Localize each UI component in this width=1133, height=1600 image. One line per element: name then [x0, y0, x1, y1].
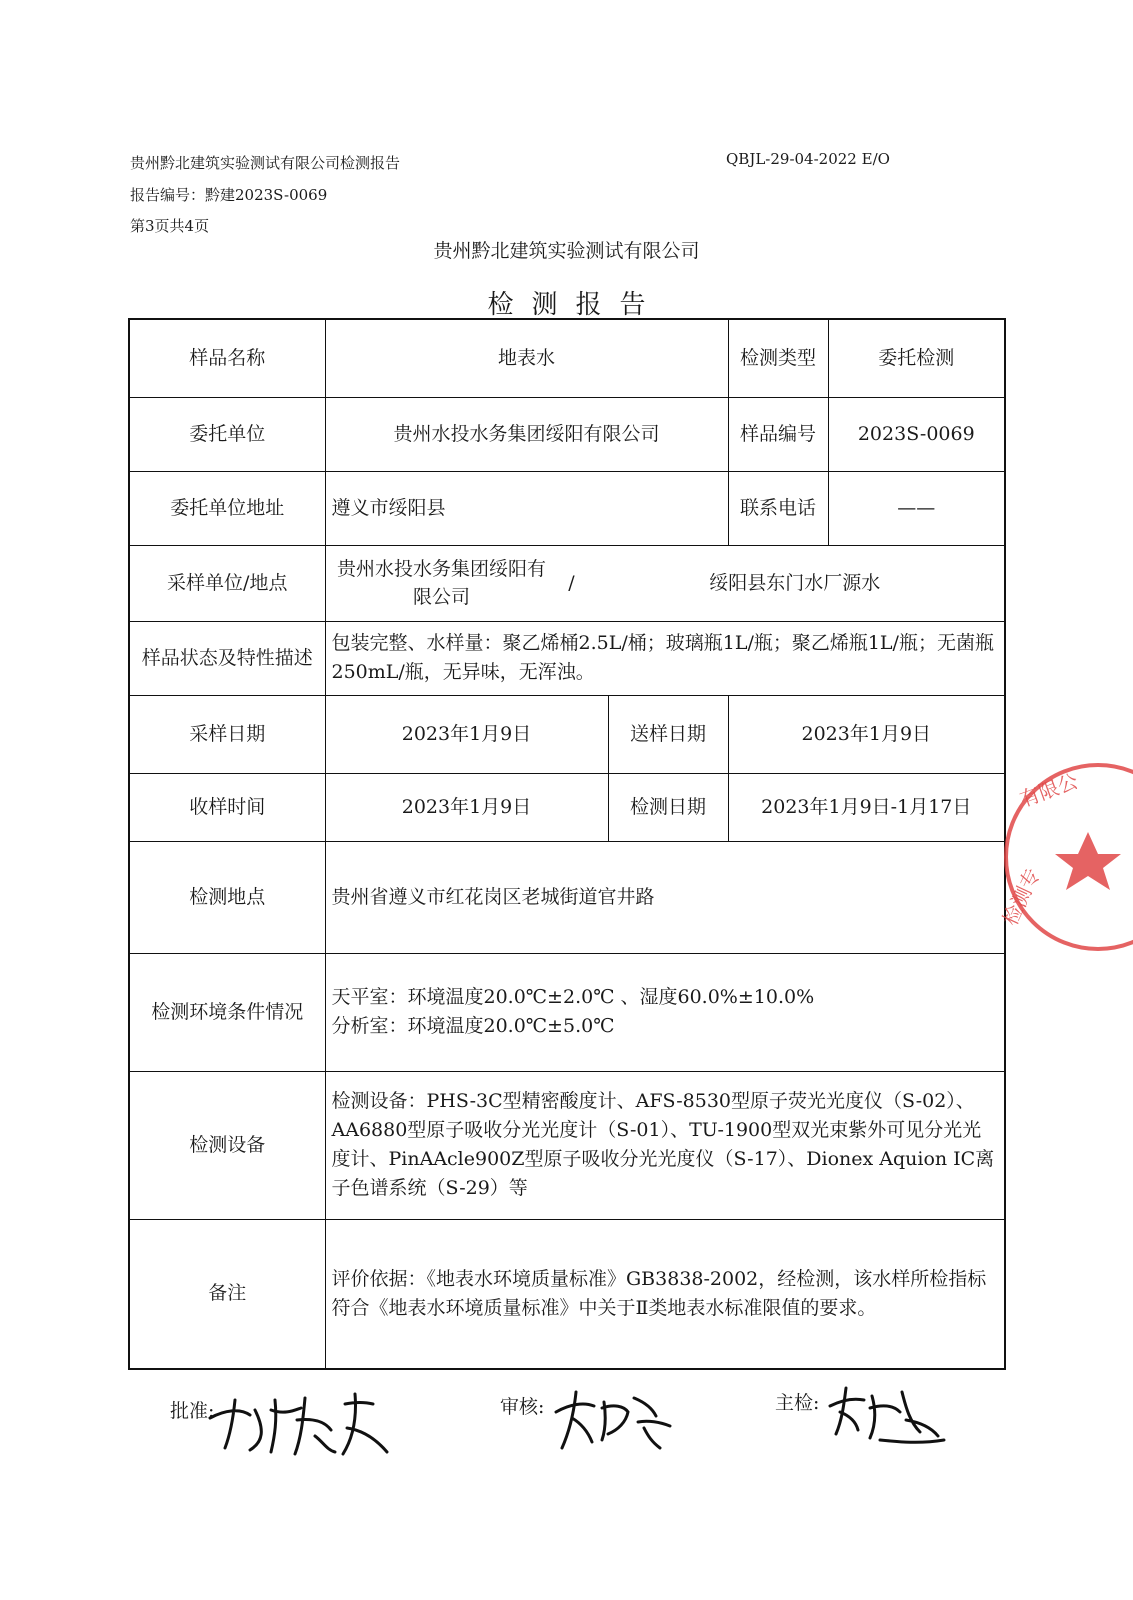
test-type-label: 检测类型	[728, 319, 828, 397]
equipment-value: 检测设备：PHS-3C型精密酸度计、AFS-8530型原子荧光光度仪（S-02）、AA6880型原子吸收分光光度计（S-01）、TU-1900型双光束紫外可见分光光度计、PinAAcle900Z型原子吸收分光光度仪（S-17）、Dionex Aquion IC离子色谱系统（S-29）等	[325, 1071, 1005, 1219]
approve-signature	[205, 1380, 395, 1460]
client-value: 贵州水投水务集团绥阳有限公司	[325, 397, 728, 471]
remarks-label: 备注	[129, 1219, 325, 1369]
review-signature	[548, 1382, 678, 1457]
header-report-number: 报告编号：黔建2023S-0069	[130, 186, 328, 204]
receipt-time-value: 2023年1月9日	[325, 773, 608, 841]
sample-no-label: 样品编号	[728, 397, 828, 471]
inspector-label: 主检:	[775, 1392, 820, 1414]
sampling-unit-value: 贵州水投水务集团绥阳有限公司	[336, 558, 546, 608]
env-line-1: 天平室：环境温度20.0℃±2.0℃ 、湿度60.0%±10.0%	[331, 986, 815, 1008]
row-test-location	[129, 841, 1005, 953]
company-name: 贵州黔北建筑实验测试有限公司	[433, 240, 700, 262]
sample-state-value: 包装完整、水样量：聚乙烯桶2.5L/桶；玻璃瓶1L/瓶；聚乙烯瓶1L/瓶；无菌瓶250mL/瓶，无异味，无浑浊。	[325, 621, 1005, 695]
row-sampling-date	[129, 695, 1005, 773]
client-label: 委托单位	[129, 397, 325, 471]
row-environment	[129, 953, 1005, 1071]
client-address-value: 遵义市绥阳县	[325, 471, 728, 545]
sampling-unit-label: 采样单位/地点	[129, 545, 325, 621]
sampling-location-value: 绥阳县东门水厂源水	[709, 571, 881, 594]
company-seal-stamp	[993, 752, 1133, 962]
test-date-value: 2023年1月9日-1月17日	[728, 773, 1005, 841]
receipt-time-label: 收样时间	[129, 773, 325, 841]
row-client	[129, 397, 1005, 471]
row-sampling-unit	[129, 545, 1005, 621]
sampling-date-label: 采样日期	[129, 695, 325, 773]
svg-text:检测专: 检测专	[997, 864, 1045, 930]
row-receipt-time	[129, 773, 1005, 841]
sample-name-value: 地表水	[325, 319, 728, 397]
inspector-signature	[820, 1380, 950, 1450]
delivery-date-value: 2023年1月9日	[728, 695, 1005, 773]
phone-label: 联系电话	[728, 471, 828, 545]
test-location-label: 检测地点	[129, 841, 325, 953]
env-line-2: 分析室：环境温度20.0℃±5.0℃	[331, 1015, 615, 1037]
equipment-label: 检测设备	[129, 1071, 325, 1219]
row-sample-name	[129, 319, 1005, 397]
sampling-unit-cell	[325, 545, 1005, 621]
row-client-address	[129, 471, 1005, 545]
sampling-date-value: 2023年1月9日	[325, 695, 608, 773]
review-label: 审核:	[500, 1396, 545, 1418]
svg-text:有限公: 有限公	[1016, 768, 1082, 812]
row-equipment	[129, 1071, 1005, 1219]
row-remarks	[129, 1219, 1005, 1369]
signature-row	[0, 1380, 1133, 1470]
test-location-value: 贵州省遵义市红花岗区老城街道官井路	[325, 841, 1005, 953]
row-sample-state	[129, 621, 1005, 695]
remarks-value: 评价依据：《地表水环境质量标准》GB3838-2002，经检测，该水样所检指标符合《地表水环境质量标准》中关于Ⅱ类地表水标准限值的要求。	[325, 1219, 1005, 1369]
sample-name-label: 样品名称	[129, 319, 325, 397]
header-company-report: 贵州黔北建筑实验测试有限公司检测报告	[130, 154, 401, 172]
sample-no-value: 2023S-0069	[828, 397, 1005, 471]
report-table	[128, 318, 1006, 1370]
phone-value: ——	[828, 471, 1005, 545]
approve-label: 批准:	[170, 1400, 215, 1422]
sampling-separator: /	[568, 571, 575, 594]
header-doc-code: QBJL-29-04-2022 E/O	[726, 150, 890, 168]
env-label: 检测环境条件情况	[129, 953, 325, 1071]
delivery-date-label: 送样日期	[608, 695, 728, 773]
test-date-label: 检测日期	[608, 773, 728, 841]
header-page-number: 第3页共4页	[130, 217, 210, 235]
sample-state-label: 样品状态及特性描述	[129, 621, 325, 695]
env-cell	[325, 953, 1005, 1071]
report-title: 检测报告	[487, 290, 664, 320]
test-type-value: 委托检测	[828, 319, 1005, 397]
client-address-label: 委托单位地址	[129, 471, 325, 545]
